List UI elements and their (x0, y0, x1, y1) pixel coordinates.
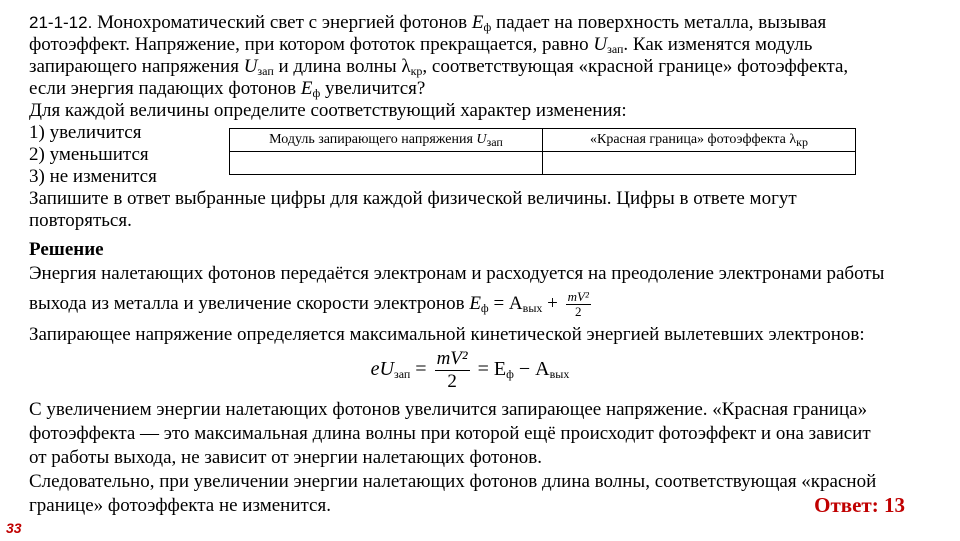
solution-paragraph-2: Запирающее напряжение определяется максимальной кинетической энергией вылетевших электронов: (29, 324, 865, 345)
option-unchanged: 3) не изменится (29, 166, 157, 187)
solution-conclusion: Следовательно, при увеличении энергии налетающих фотонов длина волны, соответствующая «красной границе» фотоэффекта не изменится. (29, 471, 877, 516)
kinetic-energy-fraction-large: $\frac{\text{mV²}}{2}$ (436, 348, 468, 392)
problem-line-2: фотоэффект. Напряжение, при котором фототок прекращается, равно $U_{зап}$. Как изменятся модуль (29, 34, 813, 56)
answer-table (229, 128, 856, 175)
option-decrease: 2) уменьшится (29, 144, 149, 165)
problem-statement (29, 12, 934, 232)
answer-table-header (230, 129, 856, 152)
answer-table-row (230, 152, 856, 175)
solution-paragraph-3: С увеличением энергии налетающих фотонов увеличится запирающее напряжение. «Красная граница» фотоэффекта — это максимальная длина волны при которой ещё происходит фотоэффект и она зависит от работы выхода, не зависит от энергии налетающих фотонов. (29, 399, 871, 468)
header-stopping-voltage: Модуль запирающего напряжения $U_{зап}$ (230, 129, 543, 152)
header-red-limit: «Красная граница» фотоэффекта $\lambda_{кр}$ (543, 129, 856, 152)
final-answer: Ответ: 13 (814, 493, 905, 517)
solution-paragraph-1: Энергия налетающих фотонов передаётся электронам и расходуется на преодоление электронами работы выхода из металла и увеличение скорости электронов $E_ф = А_{вых}$ + $\frac{\text{mV²}}{2}$ (29, 263, 885, 319)
einstein-equation: $E_ф = А_{вых}$ + $\frac{\text{mV²}}{2}$ (469, 289, 589, 319)
problem-instruction: Для каждой величины определите соответствующий характер изменения: (29, 100, 627, 121)
problem-line-4: если энергия падающих фотонов $E_ф$ увеличится? (29, 78, 426, 100)
problem-number: 21-1-12. (29, 13, 93, 32)
stopping-voltage-equation: $eU_{зап}$ = $\frac{\text{mV²}}{2}$ = $Е_ф - А_{вых}$ (370, 348, 570, 392)
page-number: 33 (6, 520, 22, 536)
option-increase: 1) увеличится (29, 122, 142, 143)
problem-line-3: запирающего напряжения $U_{зап}$ и длина волны $\lambda_{кр}$, соответствующая «красной границе» фотоэффекта, (29, 56, 849, 78)
answer-instruction-2: повторяться. (29, 210, 132, 231)
kinetic-energy-fraction: $\frac{\text{mV²}}{2}$ (567, 289, 589, 319)
solution-title: Решение (29, 239, 104, 260)
answer-cell-1[interactable] (230, 152, 543, 175)
problem-line-1: 21-1-12. Монохроматический свет с энергией фотонов $E_ф$ падает на поверхность металла, вызывая (29, 12, 827, 34)
answer-cell-2[interactable] (543, 152, 856, 175)
answer-instruction-1: Запишите в ответ выбранные цифры для каждой физической величины. Цифры в ответе могут (29, 188, 797, 209)
